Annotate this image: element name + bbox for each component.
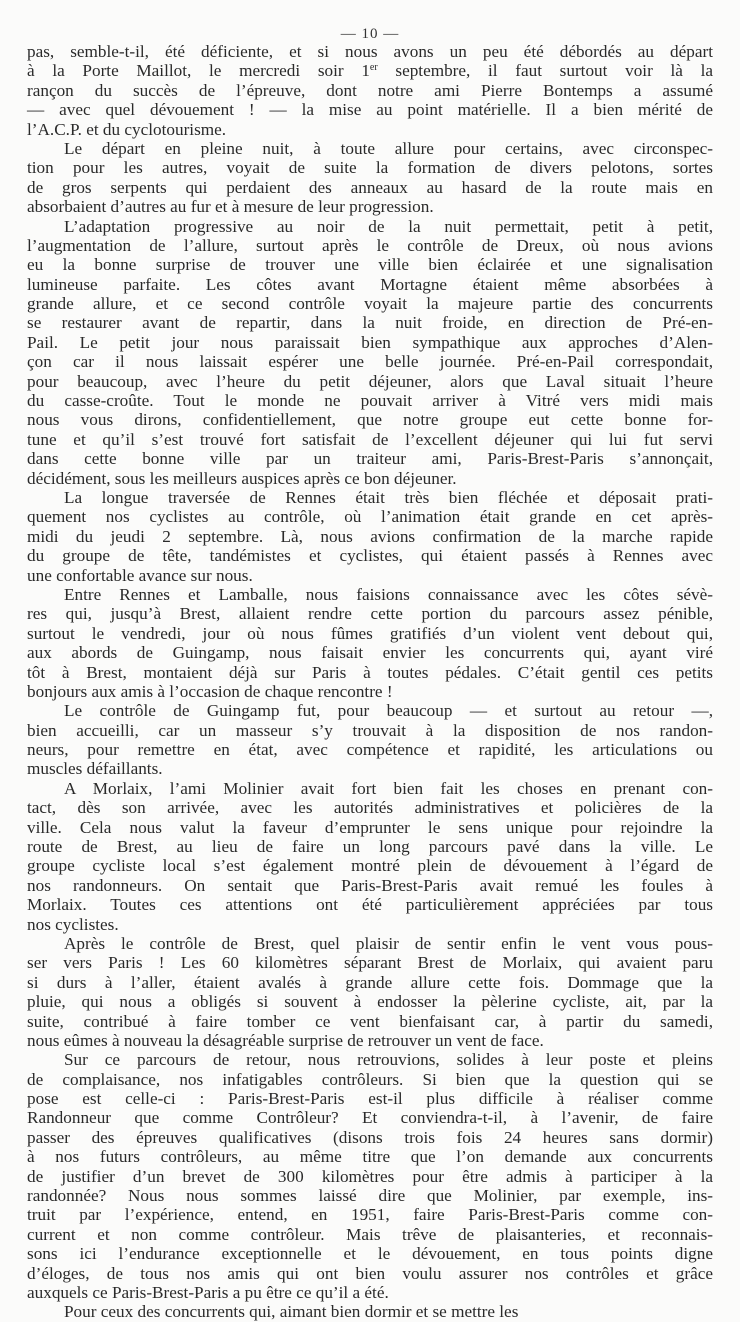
text-line: L’adaptation progressive au noir de la nuit permettait, petit à petit, [64, 216, 713, 236]
text-line: aux abords de Guingamp, nous faisait envier les concurrents qui, ayant viré [27, 643, 713, 663]
text-line: rançon du succès de l’épreuve, dont notre ami Pierre Bontemps a assumé [27, 80, 713, 100]
text-line: grande allure, et ce second contrôle voyait la majeure partie des concurrents [27, 294, 713, 314]
text-line: tion pour les autres, voyait de suite la formation de divers pelotons, sortes [27, 158, 713, 178]
paragraph [27, 701, 713, 779]
text-line: midi du jeudi 2 septembre. Là, nous avions confirmation de la marche rapide [27, 526, 713, 546]
text-line: si durs à l’aller, étaient avalés à grande allure cette fois. Dommage que la [27, 972, 713, 992]
text-line: Pail. Le petit jour nous paraissait bien sympathique aux approches d’Alen- [27, 332, 713, 352]
text-line: ville. Cela nous valut la faveur d’emprunter le sens unique pour rejoindre la [27, 817, 713, 837]
text-line: sons ici l’endurance exceptionnelle et le dévouement, en tous points digne [27, 1244, 713, 1264]
paragraph [27, 1050, 713, 1302]
text-line: Le contrôle de Guingamp fut, pour beaucoup — et surtout au retour —, [64, 701, 713, 721]
text-line: tôt à Brest, montaient déjà sur Paris à toutes pédales. C’était gentil ces petits [27, 662, 713, 682]
page-number: — 10 — [340, 26, 400, 42]
text-line: bonjours aux amis à l’occasion de chaque rencontre ! [27, 681, 393, 701]
paragraph [27, 217, 713, 488]
text-line: à la Porte Maillot, le mercredi soir 1er septembre, il faut surtout voir là la [27, 61, 713, 81]
text-line: res qui, jusqu’à Brest, allaient rendre cette portion du parcours assez pénible, [27, 604, 713, 624]
text-line: se restaurer avant de repartir, dans la nuit froide, en direction de Pré-en- [27, 313, 713, 333]
text-line: d’éloges, de tous nos amis qui ont bien voulu assurer nos contrôles et grâce [27, 1263, 713, 1283]
text-line: pour beaucoup, avec l’heure du petit déjeuner, alors que Laval situait l’heure [27, 371, 713, 391]
text-line: Le départ en pleine nuit, à toute allure pour certains, avec circonspec- [64, 138, 713, 158]
text-line: Randonneur que comme Contrôleur? Et conviendra-t-il, à l’avenir, de faire [27, 1108, 713, 1128]
text-line: de justifier d’un brevet de 300 kilomètres pour être admis à participer à la [27, 1166, 713, 1186]
paragraph [27, 42, 713, 139]
text-line: absorbaient d’autres au fur et à mesure de leur progression. [27, 197, 434, 217]
text-line: randonnée? Nous nous sommes laissé dire que Molinier, par exemple, ins- [27, 1186, 713, 1206]
text-line: du groupe de tête, tandémistes et cyclistes, qui étaient passés à Rennes avec [27, 546, 713, 566]
article-body [27, 42, 713, 1322]
text-line: neurs, pour remettre en état, avec compétence et rapidité, les articulations ou [27, 740, 713, 760]
text-line: pluie, qui nous a obligés si souvent à endosser la pèlerine cycliste, ait, par la [27, 992, 713, 1012]
text-line: Entre Rennes et Lamballe, nous faisions connaissance avec les côtes sévè- [64, 584, 713, 604]
text-line: l’A.C.P. et du cyclotourisme. [27, 119, 227, 139]
text-line: quement nos cyclistes au contrôle, où l’animation était grande en cet après- [27, 507, 713, 527]
text-line: La longue traversée de Rennes était très bien fléchée et déposait prati- [64, 487, 713, 507]
text-line: nous vous dirons, confidentiellement, que notre groupe eut cette bonne for- [27, 410, 713, 430]
text-line: nos randonneurs. On sentait que Paris-Brest-Paris avait remué les foules à [27, 875, 713, 895]
text-line: auxquels ce Paris-Brest-Paris a pu être ce qu’il a été. [27, 1283, 389, 1302]
text-line: tact, dès son arrivée, avec les autorités administratives et policières de la [27, 798, 713, 818]
text-line: nous eûmes à nouveau la désagréable surprise de retrouver un vent de face. [27, 1030, 544, 1050]
text-line: du casse-croûte. Tout le monde ne pouvait arriver à Vitré vers midi mais [27, 391, 713, 411]
text-line: çon car il nous laissait espérer une belle journée. Pré-en-Pail correspondait, [27, 352, 713, 372]
text-line: pas, semble-t-il, été déficiente, et si nous avons un peu été débordés au départ [27, 42, 713, 61]
text-line: bien accueilli, car un masseur s’y trouvait à la disposition de nos randon- [27, 720, 713, 740]
ordinal-superscript: er [369, 62, 378, 74]
text-line: current et non comme contrôleur. Mais trêve de plaisanteries, et reconnais- [27, 1224, 713, 1244]
text-line: dans cette bonne ville par un traiteur ami, Paris-Brest-Paris s’annonçait, [27, 449, 713, 469]
text-line: passer des épreuves qualificatives (disons trois fois 24 heures sans dormir) [27, 1127, 713, 1147]
text-line: l’augmentation de l’allure, surtout après le contrôle de Dreux, où nous avions [27, 235, 713, 255]
text-line: — avec quel dévouement ! — la mise au point matérielle. Il a bien mérité de [27, 100, 713, 120]
text-line: muscles défaillants. [27, 759, 163, 779]
text-line: Sur ce parcours de retour, nous retrouvions, solides à leur poste et pleins [64, 1050, 713, 1070]
text-line: Pour ceux des concurrents qui, aimant bien dormir et se mettre les [64, 1302, 519, 1322]
paragraph [27, 1302, 713, 1321]
text-line: lumineuse parfaite. Les côtes avant Mortagne étaient même absorbées à [27, 274, 713, 294]
paragraph [27, 139, 713, 217]
text-line: truit par l’expérience, entend, en 1951, faire Paris-Brest-Paris comme con- [27, 1205, 713, 1225]
text-line: de complaisance, nos infatigables contrôleurs. Si bien que la question qui se [27, 1069, 713, 1089]
text-line: ser vers Paris ! Les 60 kilomètres séparant Brest de Morlaix, qui avaient paru [27, 953, 713, 973]
paragraph [27, 779, 713, 934]
text-line: à nos futurs contrôleurs, au même titre que l’on demande aux concurrents [27, 1147, 713, 1167]
text-line: pose est celle-ci : Paris-Brest-Paris est-il plus difficile à réaliser comme [27, 1089, 713, 1109]
text-line: suite, contribué à faire tomber ce vent bienfaisant car, à partir du samedi, [27, 1011, 713, 1031]
text-line: de gros serpents qui perdaient des anneaux au hasard de la route mais en [27, 177, 713, 197]
text-line: Après le contrôle de Brest, quel plaisir de sentir enfin le vent vous pous- [64, 933, 713, 953]
text-line: eu la bonne surprise de trouver une ville bien éclairée et une signalisation [27, 255, 713, 275]
text-line: Morlaix. Toutes ces attentions ont été particulièrement appréciées par tous [27, 895, 713, 915]
text-line: surtout le vendredi, jour où nous fûmes gratifiés d’un violent vent debout qui, [27, 623, 713, 643]
text-line: tune et qu’il s’est trouvé fort satisfait de l’excellent déjeuner qui lui fut servi [27, 429, 713, 449]
text-line: nos cyclistes. [27, 914, 119, 934]
text-line: décidément, sous les meilleurs auspices après ce bon déjeuner. [27, 468, 457, 488]
text-line: route de Brest, au lieu de faire un long parcours pavé dans la ville. Le [27, 837, 713, 857]
paragraph [27, 585, 713, 701]
text-line: groupe cycliste local s’est également montré plein de dévouement à l’égard de [27, 856, 713, 876]
paragraph [27, 488, 713, 585]
text-line: une confortable avance sur nous. [27, 565, 253, 585]
text-line: A Morlaix, l’ami Molinier avait fort bien fait les choses en prenant con- [64, 778, 713, 798]
paragraph [27, 934, 713, 1050]
